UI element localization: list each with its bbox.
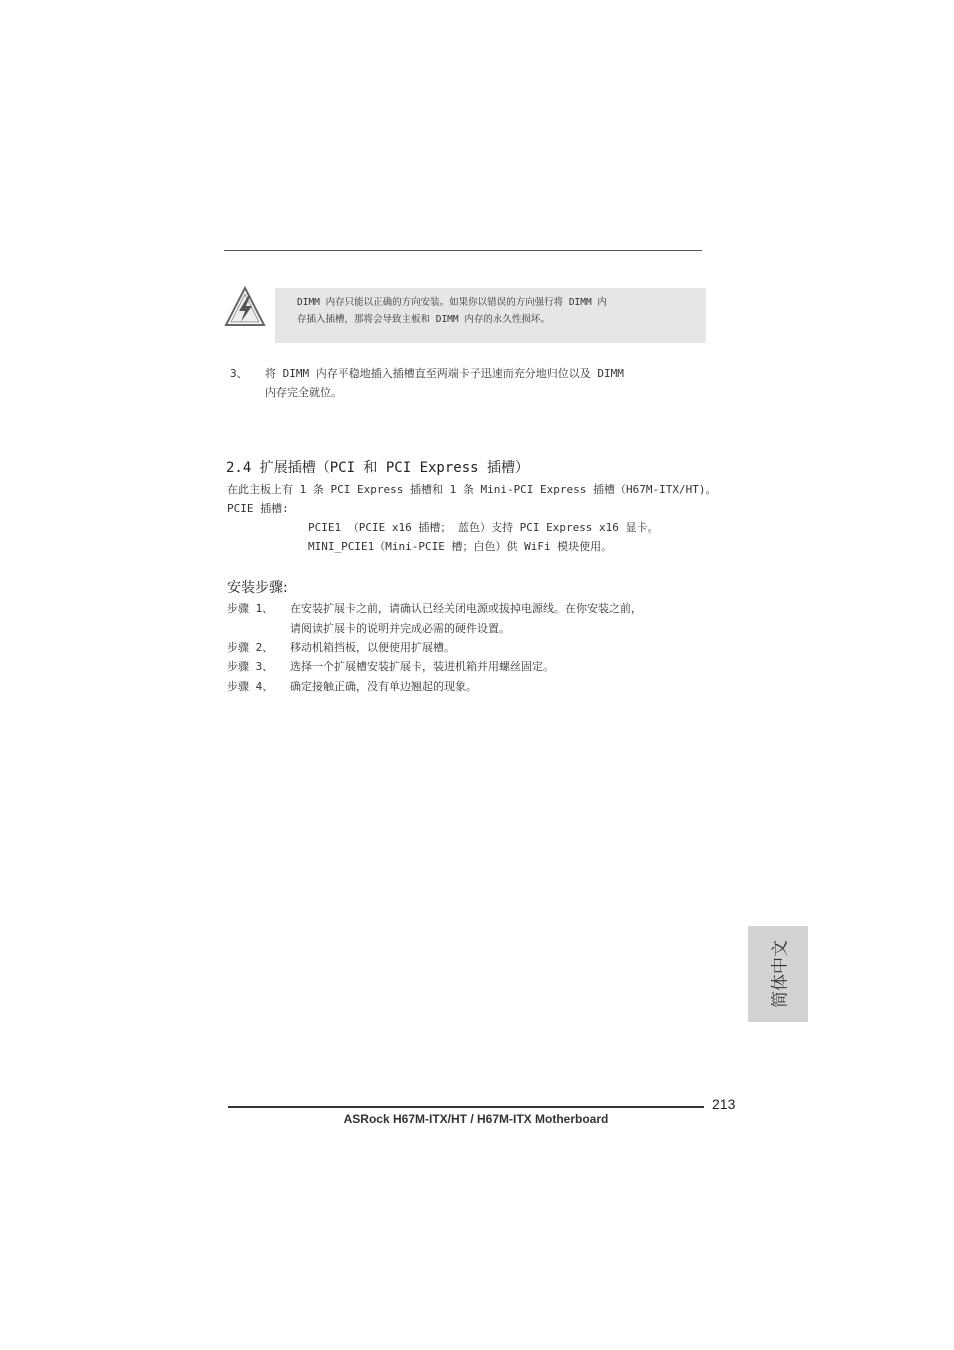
step-label: 步骤 4、 bbox=[227, 680, 274, 693]
step-label: 步骤 1、 bbox=[227, 602, 274, 615]
step-text: 在安装扩展卡之前，请确认已经关闭电源或拔掉电源线。在你安装之前， bbox=[290, 602, 642, 615]
section-intro-1: 在此主板上有 1 条 PCI Express 插槽和 1 条 Mini-PCI Express 插槽（H67M-ITX/HT)。 bbox=[227, 483, 717, 496]
caution-box bbox=[275, 288, 706, 343]
slot-mini-pcie1: MINI_PCIE1（Mini-PCIE 槽；白色）供 WiFi 模块使用。 bbox=[308, 540, 613, 553]
warning-icon bbox=[224, 286, 266, 328]
step-text: 确定接触正确，没有单边翘起的现象。 bbox=[290, 680, 477, 693]
language-tab bbox=[748, 926, 808, 1022]
footer-divider bbox=[228, 1106, 704, 1108]
step3-line-2: 内存完全就位。 bbox=[265, 386, 342, 399]
step3-number: 3、 bbox=[230, 367, 248, 380]
step3-line-1: 将 DIMM 内存平稳地插入插槽直至两端卡子迅速而充分地归位以及 DIMM bbox=[265, 367, 624, 380]
page-number: 213 bbox=[712, 1096, 736, 1112]
caution-line-2: 存插入插槽，那将会导致主板和 DIMM 内存的永久性损坏。 bbox=[297, 314, 550, 325]
footer-title: ASRock H67M-ITX/HT / H67M-ITX Motherboard bbox=[343, 1112, 609, 1126]
step-text: 请阅读扩展卡的说明并完成必需的硬件设置。 bbox=[290, 622, 510, 635]
top-divider bbox=[224, 250, 702, 251]
step-text: 移动机箱挡板，以便使用扩展槽。 bbox=[290, 641, 455, 654]
step-label: 步骤 2、 bbox=[227, 641, 274, 654]
caution-line-1: DIMM 内存只能以正确的方向安装。如果你以错误的方向强行将 DIMM 内 bbox=[297, 297, 607, 308]
step-text: 选择一个扩展槽安装扩展卡，装进机箱并用螺丝固定。 bbox=[290, 660, 554, 673]
language-tab-label: 简体中文 bbox=[770, 940, 791, 1008]
step-label: 步骤 3、 bbox=[227, 660, 274, 673]
section-intro-2: PCIE 插槽: bbox=[227, 502, 289, 515]
slot-pcie1: PCIE1 （PCIE x16 插槽； 蓝色）支持 PCI Express x16 显卡。 bbox=[308, 521, 659, 534]
install-heading: 安装步骤: bbox=[227, 580, 288, 596]
section-heading: 2.4 扩展插槽（PCI 和 PCI Express 插槽） bbox=[226, 460, 530, 476]
